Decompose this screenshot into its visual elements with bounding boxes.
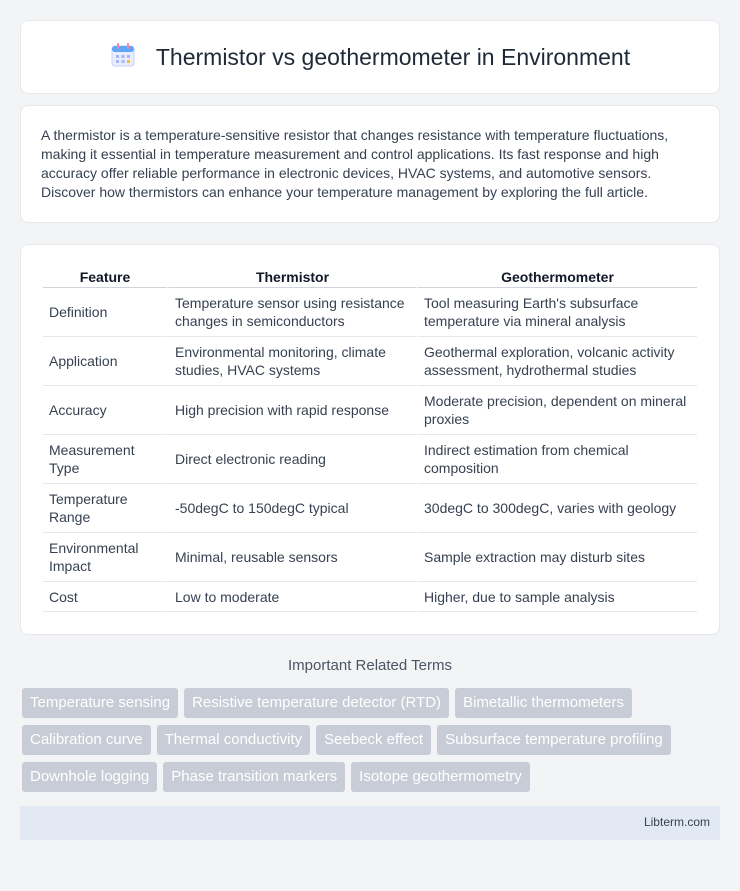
- table-header-row: [43, 265, 697, 288]
- footer: [20, 806, 720, 840]
- calendar-icon: [110, 42, 136, 73]
- feature-cell: Application: [43, 337, 167, 386]
- tag-seebeck-effect[interactable]: Seebeck effect: [316, 725, 431, 755]
- intro-card: [20, 105, 720, 223]
- tag-rtd[interactable]: Resistive temperature detector (RTD): [184, 688, 449, 718]
- related-terms-list: [22, 688, 720, 792]
- column-header: Geothermometer: [416, 265, 697, 288]
- thermistor-cell: High precision with rapid response: [167, 386, 416, 435]
- feature-cell: Definition: [43, 288, 167, 337]
- geothermometer-cell: Sample extraction may disturb sites: [416, 533, 697, 582]
- thermistor-cell: Minimal, reusable sensors: [167, 533, 416, 582]
- thermistor-cell: Environmental monitoring, climate studies, HVAC systems: [167, 337, 416, 386]
- thermistor-cell: Low to moderate: [167, 582, 416, 612]
- geothermometer-cell: Geothermal exploration, volcanic activity assessment, hydrothermal studies: [416, 337, 697, 386]
- tag-phase-transition-markers[interactable]: Phase transition markers: [163, 762, 345, 792]
- geothermometer-cell: Tool measuring Earth's subsurface temperature via mineral analysis: [416, 288, 697, 337]
- tag-subsurface-temperature-profiling[interactable]: Subsurface temperature profiling: [437, 725, 671, 755]
- comparison-card: [20, 244, 720, 635]
- column-header: Thermistor: [167, 265, 416, 288]
- table-row: [43, 386, 697, 435]
- geothermometer-cell: 30degC to 300degC, varies with geology: [416, 484, 697, 533]
- table-row: [43, 582, 697, 612]
- tag-temperature-sensing[interactable]: Temperature sensing: [22, 688, 178, 718]
- feature-cell: Measurement Type: [43, 435, 167, 484]
- feature-cell: Environmental Impact: [43, 533, 167, 582]
- tag-bimetallic-thermometers[interactable]: Bimetallic thermometers: [455, 688, 632, 718]
- title-card: [20, 20, 720, 94]
- table-row: [43, 337, 697, 386]
- table-row: [43, 288, 697, 337]
- feature-cell: Temperature Range: [43, 484, 167, 533]
- intro-text: A thermistor is a temperature-sensitive resistor that changes resistance with temperature fluctuations, making it essential in temperature measurement and control applications. Its fast response and high accuracy offer reliable performance in electronic devices, HVAC systems, and automotive sensors. Discover how thermistors can enhance your temperature management by exploring the full article.: [41, 127, 669, 200]
- geothermometer-cell: Higher, due to sample analysis: [416, 582, 697, 612]
- column-header: Feature: [43, 265, 167, 288]
- related-terms-title: Important Related Terms: [288, 657, 452, 674]
- footer-site-link[interactable]: Libterm.com: [643, 815, 710, 829]
- tag-downhole-logging[interactable]: Downhole logging: [22, 762, 157, 792]
- table-row: [43, 533, 697, 582]
- thermistor-cell: -50degC to 150degC typical: [167, 484, 416, 533]
- geothermometer-cell: Indirect estimation from chemical composition: [416, 435, 697, 484]
- tag-isotope-geothermometry[interactable]: Isotope geothermometry: [351, 762, 530, 792]
- feature-cell: Cost: [43, 582, 167, 612]
- table-row: [43, 435, 697, 484]
- page-title: Thermistor vs geothermometer in Environment: [155, 43, 631, 70]
- thermistor-cell: Temperature sensor using resistance changes in semiconductors: [167, 288, 416, 337]
- tag-thermal-conductivity[interactable]: Thermal conductivity: [157, 725, 311, 755]
- comparison-table: [43, 265, 697, 612]
- table-row: [43, 484, 697, 533]
- geothermometer-cell: Moderate precision, dependent on mineral proxies: [416, 386, 697, 435]
- tag-calibration-curve[interactable]: Calibration curve: [22, 725, 151, 755]
- thermistor-cell: Direct electronic reading: [167, 435, 416, 484]
- feature-cell: Accuracy: [43, 386, 167, 435]
